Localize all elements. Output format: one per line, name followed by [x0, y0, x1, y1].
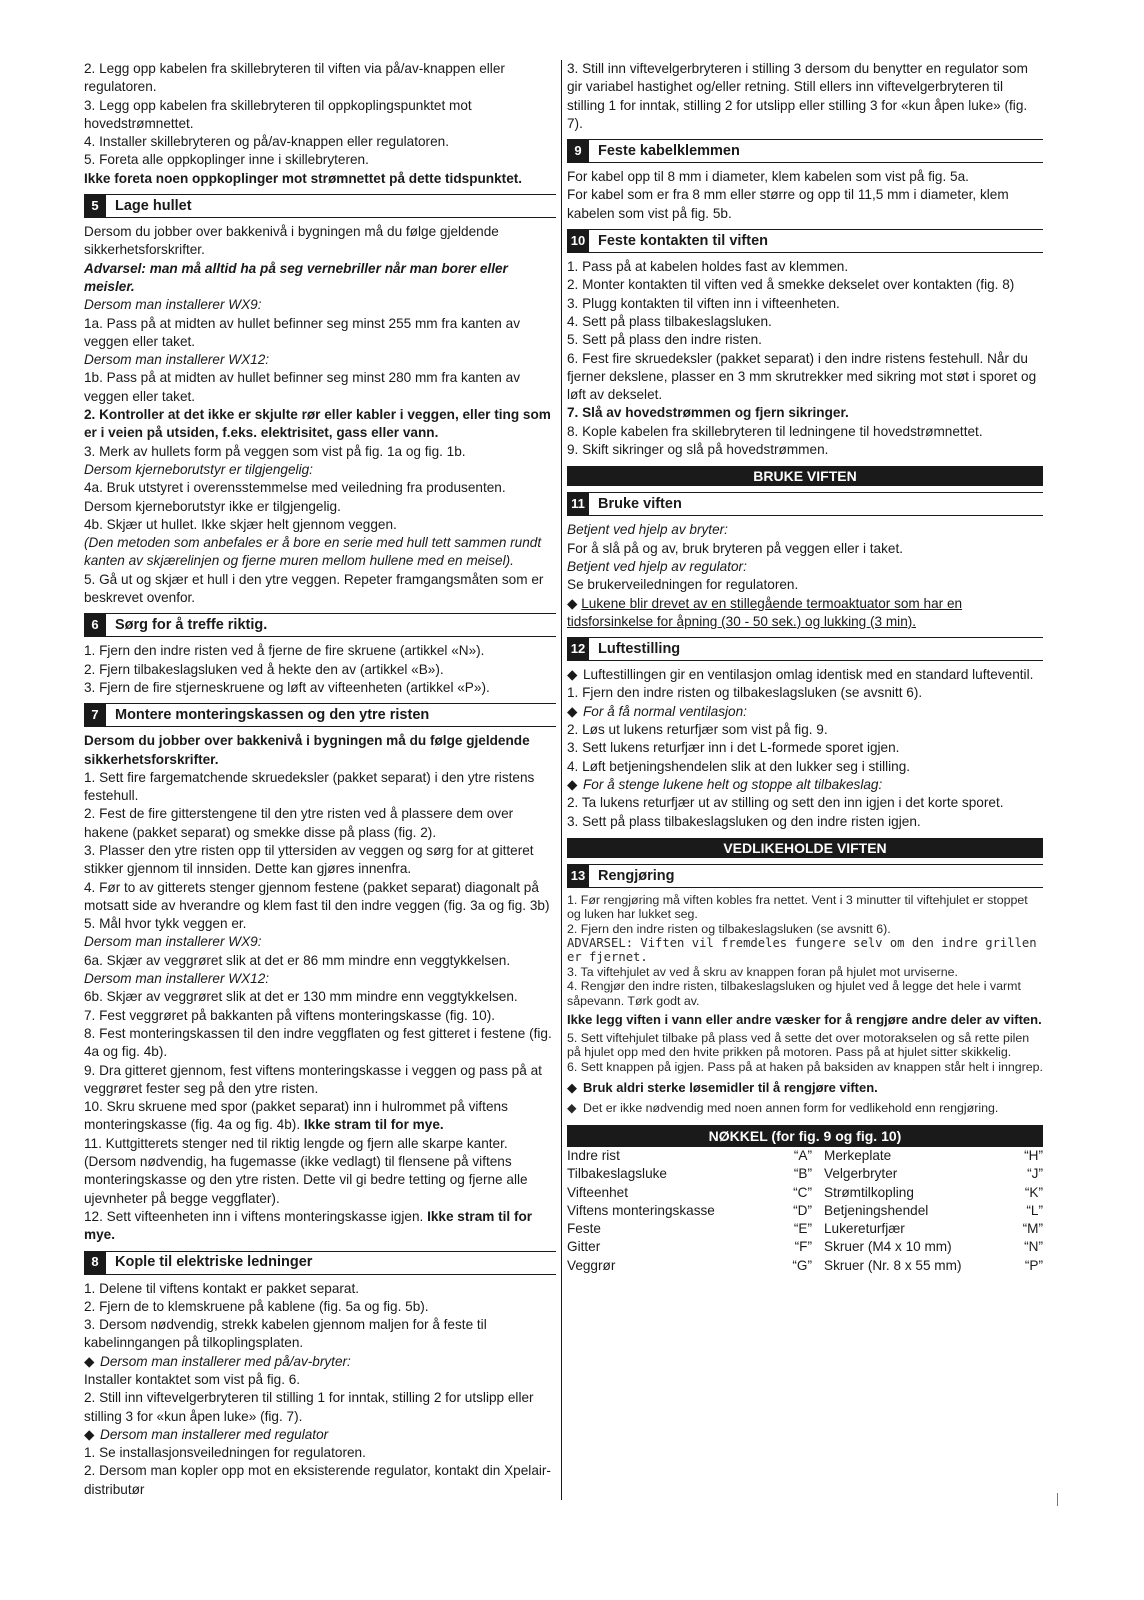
s10-text: 9. Skift sikringer og slå på hovedstrømmen. [567, 442, 829, 458]
s8-text: 2. Dersom man kopler opp mot en eksisterende regulator, kontakt din Xpelair-distributør [84, 1463, 551, 1497]
diamond-bullet-icon: ◆ [567, 1100, 577, 1115]
s12-text: 1. Fjern den indre risten og tilbakeslagsluken (se avsnitt 6). [567, 685, 923, 701]
section-number: 6 [84, 614, 106, 636]
key-part-letter: “G” [792, 1257, 812, 1273]
key-part-name: Lukereturfjær [824, 1221, 905, 1237]
table-row [567, 1202, 1043, 1220]
s7-text: 11. Kuttgitterets stenger ned til riktig lengde og fjern alle skarpe kanter. (Dersom nødvendig, ha fugemasse (ikke vedlagt) til flensene på viftens monteringskasse og den ytre risten. Dette vil gi bedre tetting og fjerne alle ujevnheter på begge veggflater). [84, 1135, 528, 1206]
key-part-letter: “C” [793, 1184, 812, 1200]
section-number: 13 [567, 865, 589, 887]
key-part-name: Viftens monteringskasse [567, 1202, 715, 1218]
s12-text [567, 703, 1043, 721]
key-part-letter: “J” [1027, 1166, 1043, 1182]
section-title: Lage hullet [115, 197, 192, 214]
s12-text: 4. Løft betjeningshendelen slik at den lukker seg i stilling. [567, 758, 911, 774]
s12-text-part: For å få normal ventilasjon: [583, 703, 747, 719]
key-part-letter: “B” [793, 1166, 812, 1182]
s7-text: 7. Fest veggrøret på bakkanten på viftens monteringskasse (fig. 10). [84, 1007, 496, 1023]
key-part-name: Velgerbryter [824, 1166, 898, 1182]
section-12-header [567, 637, 1043, 661]
s8-text: 1. Delene til viftens kontakt er pakket separat. [84, 1280, 360, 1296]
key-part-name: Veggrør [567, 1257, 616, 1273]
s10-text: 6. Fest fire skruedeksler (pakket separat) i den indre ristens festehull. Når du fjerner dekslene, plasser en 3 mm skrutrekker med sikring mot støt i sporet og løft av dekselet. [567, 350, 1037, 403]
s8-text [84, 1353, 556, 1371]
section-number: 7 [84, 704, 106, 726]
section-title: Rengjøring [598, 867, 675, 884]
section-number: 9 [567, 140, 589, 162]
key-part-name: Vifteenhet [567, 1184, 628, 1200]
s6-item: 3. Fjern de fire stjerneskruene og løft av vifteenheten (artikkel «P»). [84, 679, 490, 695]
s5-text: 1b. Pass på at midten av hullet befinner seg minst 280 mm fra kanten av veggen eller taket. [84, 370, 520, 404]
s7-text: 6b. Skjær av veggrøret slik at det er 130 mm mindre enn veggtykkelsen. [84, 989, 518, 1005]
section-9-header [567, 139, 1043, 163]
s8-text: 3. Dersom nødvendig, strekk kabelen gjennom maljen for å feste til kabelinngangen på tilkoplingsplaten. [84, 1317, 487, 1351]
key-part-letter: “M” [1022, 1221, 1043, 1237]
s5-text: Dersom kjerneborutstyr ikke er tilgjengelig. [84, 498, 341, 514]
s7-warning: Dersom du jobber over bakkenivå i bygningen må du følge gjeldende sikkerhetsforskrifter. [84, 733, 530, 767]
s8-text: 1. Se installasjonsveiledningen for regulatoren. [84, 1445, 366, 1461]
s7-text: 5. Mål hvor tykk veggen er. [84, 916, 247, 932]
s10-text: 4. Sett på plass tilbakeslagsluken. [567, 313, 772, 329]
s8-text-part: Dersom man installerer med regulator [100, 1426, 329, 1442]
s5-text: Dersom du jobber over bakkenivå i bygningen må du følge gjeldende sikkerhetsforskrifter. [84, 224, 499, 258]
section-10-header [567, 229, 1043, 253]
s7-text: Dersom man installerer WX12: [84, 971, 270, 987]
key-part-name: Strømtilkopling [824, 1184, 914, 1200]
s13-text-part: Bruk aldri sterke løsemidler til å rengjøre viften. [583, 1080, 878, 1096]
s5-text: 5. Gå ut og skjær et hull i den ytre veggen. Repeter framgangsmåten som er beskrevet ovenfor. [84, 571, 544, 606]
s7-emphasis: Ikke stram til for mye. [84, 1208, 533, 1243]
table-row [567, 1220, 1043, 1238]
key-part-name: Tilbakeslagsluke [567, 1166, 667, 1182]
s12-text: 3. Sett lukens returfjær inn i det L-formede sporet igjen. [567, 740, 900, 756]
s12-text: 3. Sett på plass tilbakeslagsluken og den indre risten igjen. [567, 813, 921, 829]
s13-text [567, 1101, 1043, 1115]
diamond-bullet-icon: ◆ [567, 595, 582, 611]
key-part-name: Gitter [567, 1239, 601, 1255]
section-5-header [84, 194, 556, 218]
banner-maintain-fan: VEDLIKEHOLDE VIFTEN [567, 838, 1043, 858]
column-divider [561, 60, 562, 1500]
s7-text-part: 10. Skru skruene med spor (pakket separat) inn i hulrommet på viftens monteringskasse (fig. 4a og fig. 4b). [84, 1099, 508, 1133]
s8-text: Installer kontaktet som vist på fig. 6. [84, 1372, 301, 1387]
s12-text [567, 776, 1043, 794]
s11-note: Lukene blir drevet av en stillegående termoaktuator som har en tidsforsinkelse for åpning (30 - 50 sek.) og lukking (3 min). [567, 595, 963, 629]
s7-text: 2. Fest de fire gitterstengene til den ytre risten ved å plassere dem over hakene (pakket separat) og smekke disse på plass (fig. 2). [84, 806, 514, 840]
intro-warning: Ikke foreta noen oppkoplinger mot strømnettet på dette tidspunktet. [84, 170, 523, 186]
table-row [567, 1165, 1043, 1183]
section-number: 5 [84, 195, 106, 217]
s8-text-part: Dersom man installerer med på/av-bryter: [100, 1353, 351, 1369]
s5-text: 2. Kontroller at det ikke er skjulte rør eller kabler i veggen, eller ting som er i veien på utsiden, f.eks. elektrisitet, gass eller vann. [84, 407, 551, 441]
key-part-letter: “A” [793, 1147, 812, 1163]
section-number: 11 [567, 493, 589, 515]
key-part-letter: “N” [1024, 1239, 1043, 1255]
key-table [567, 1147, 1043, 1275]
s13-bold-warning: Ikke legg viften i vann eller andre væsker for å rengjøre andre deler av viften. [567, 1012, 1042, 1028]
key-part-letter: “H” [1024, 1147, 1043, 1163]
key-part-name: Betjeningshendel [824, 1202, 929, 1218]
s12-text-part: For å stenge lukene helt og stoppe alt tilbakeslag: [583, 776, 883, 792]
table-row [567, 1238, 1043, 1256]
s12-text: 2. Løs ut lukens returfjær som vist på fig. 9. [567, 722, 828, 738]
s6-item: 1. Fjern den indre risten ved å fjerne de fire skruene (artikkel «N»). [84, 643, 485, 659]
key-part-name: Skruer (Nr. 8 x 55 mm) [824, 1257, 962, 1273]
table-row [567, 1257, 1043, 1275]
section-title: Bruke viften [598, 496, 682, 513]
section-title: Sørg for å treffe riktig. [115, 617, 268, 634]
s6-item: 2. Fjern tilbakeslagsluken ved å hekte den av (artikkel «B»). [84, 661, 444, 677]
section-title: Feste kabelklemmen [598, 143, 740, 160]
s13-text: 5. Sett viftehjulet tilbake på plass ved å sette det over motorakselen og så rette pilen på hjulet opp med den hvite prikken på motoren. Pass på at hjulet sitter skikkelig. [567, 1031, 1030, 1060]
s7-emphasis: Ikke stram til for mye. [303, 1117, 444, 1133]
key-part-letter: “E” [793, 1221, 812, 1237]
s5-text: (Den metoden som anbefales er å bore en serie med hull tett sammen rundt kanten av skjærelinjen og fjerne muren mellom hullene med en meisel). [84, 535, 542, 569]
s5-text: 4b. Skjær ut hullet. Ikke skjær helt gjennom veggen. [84, 516, 397, 532]
banner-use-fan: BRUKE VIFTEN [567, 466, 1043, 486]
key-part-letter: “D” [793, 1202, 812, 1218]
section-13-header [567, 864, 1043, 888]
s7-text: 4. Før to av gitterets stenger gjennom festene (pakket separat) diagonalt på motsatt side av hverandre og klem fast til den indre veggen (fig. 3a og fig. 3b) [84, 879, 550, 913]
diamond-bullet-icon: ◆ [567, 667, 578, 683]
s10-text: 5. Sett på plass den indre risten. [567, 332, 762, 348]
key-part-letter: “L” [1026, 1202, 1043, 1218]
section-number: 12 [567, 638, 589, 660]
right-column [567, 60, 1043, 1275]
s13-text: 2. Fjern den indre risten og tilbakeslagsluken (se avsnitt 6). [567, 921, 891, 936]
s11-text: Betjent ved hjelp av regulator: [567, 558, 747, 574]
s11-text [567, 595, 1043, 632]
key-part-name: Indre rist [567, 1147, 620, 1163]
s5-warning: Advarsel: man må alltid ha på seg vernebriller når man borer eller meisler. [84, 260, 508, 294]
s8-text [84, 1426, 556, 1444]
key-part-name: Feste [567, 1221, 601, 1237]
s7-text: 6a. Skjær av veggrøret slik at det er 86 mm mindre enn veggtykkelsen. [84, 952, 511, 968]
s7-text: 1. Sett fire fargematchende skruedeksler (pakket separat) i den ytre ristens festehull. [84, 769, 535, 804]
section-7-header [84, 703, 556, 727]
intro-step: 3. Legg opp kabelen fra skillebryteren til oppkoplingspunktet mot hovedstrømnettet. [84, 97, 472, 131]
s12-text-part: Luftestillingen gir en ventilasjon omlag identisk med en standard lufteventil. [583, 667, 1034, 683]
s5-text: 4a. Bruk utstyret i overensstemmelse med veiledning fra produsenten. [84, 480, 506, 496]
s5-text: Dersom man installerer WX12: [84, 352, 270, 368]
s7-text [84, 1208, 556, 1245]
s7-text: 8. Fest monteringskassen til den indre veggflaten og fest gitteret i festene (fig. 4a og fig. 4b). [84, 1025, 552, 1060]
s10-text: 7. Slå av hovedstrømmen og fjern sikringer. [567, 405, 849, 421]
s10-text: 3. Plugg kontakten til viften inn i vifteenheten. [567, 295, 840, 311]
s7-text: Dersom man installerer WX9: [84, 934, 262, 950]
s13-bold-warning [567, 1079, 1043, 1097]
section-6-header [84, 613, 556, 637]
section-title: Montere monteringskassen og den ytre risten [115, 707, 430, 724]
s11-text: For å slå på og av, bruk bryteren på veggen eller i taket. [567, 540, 904, 556]
s13-text: 3. Ta viftehjulet av ved å skru av knappen foran på hjulet mot urviserne. [567, 964, 958, 979]
key-title: NØKKEL (for fig. 9 og fig. 10) [567, 1125, 1043, 1147]
intro-step: 3. Still inn viftevelgerbryteren i stilling 3 dersom du benytter en regulator som gir variabel hastighet og/eller retning. Still ellers inn viftevelgerbryteren til stilling 1 for inntak, stilling 2 for utslipp eller stilling 3 for «kun åpen luke» (fig. 7). [567, 61, 1028, 131]
s11-text: Betjent ved hjelp av bryter: [567, 522, 728, 538]
section-11-header [567, 492, 1043, 516]
key-part-letter: “F” [794, 1239, 812, 1255]
intro-step: 2. Legg opp kabelen fra skillebryteren til viften via på/av-knappen eller regulatoren. [84, 61, 505, 95]
s13-warning: ADVARSEL: Viften vil fremdeles fungere selv om den indre grillen er fjernet. [567, 936, 1037, 965]
s8-text: 2. Fjern de to klemskruene på kablene (fig. 5a og fig. 5b). [84, 1298, 429, 1314]
diamond-bullet-icon: ◆ [567, 776, 578, 792]
table-row [567, 1147, 1043, 1165]
s13-text: 6. Sett knappen på igjen. Pass på at haken på baksiden av knappen står helt i inngrep. [567, 1059, 1043, 1074]
diamond-bullet-icon: ◆ [567, 1080, 577, 1096]
s5-text: 1a. Pass på at midten av hullet befinner seg minst 255 mm fra kanten av veggen eller taket. [84, 315, 520, 349]
s10-text: 8. Kople kabelen fra skillebryteren til ledningene til hovedstrømnettet. [567, 423, 983, 439]
s8-text: 2. Still inn viftevelgerbryteren til stilling 1 for inntak, stilling 2 for utslipp eller stilling 3 for «kun åpen luke» (fig. 7). [84, 1390, 534, 1424]
s5-text: Dersom kjerneborutstyr er tilgjengelig: [84, 461, 313, 477]
s13-text: 4. Rengjør den indre risten, tilbakeslagsluken og hjulet ved å legge det hele i varmt såpevann. Tørk godt av. [567, 979, 1021, 1008]
intro-step: 4. Installer skillebryteren og på/av-knappen eller regulatoren. [84, 134, 449, 150]
section-title: Kople til elektriske ledninger [115, 1254, 313, 1271]
key-part-name: Skruer (M4 x 10 mm) [824, 1239, 952, 1255]
key-part-letter: “K” [1024, 1184, 1043, 1200]
page-edge-mark [1057, 1493, 1058, 1506]
s7-text [84, 1098, 556, 1135]
section-title: Feste kontakten til viften [598, 232, 769, 249]
section-title: Luftestilling [598, 640, 681, 657]
s13-text: 1. Før rengjøring må viften kobles fra nettet. Vent i 3 minutter til viftehjulet er stoppet og luken har lukket seg. [567, 892, 1028, 922]
s12-text [567, 666, 1043, 684]
table-row [567, 1184, 1043, 1202]
s7-text-part: 12. Sett vifteenheten inn i viftens monteringskasse igjen. [84, 1208, 424, 1224]
s9-text: For kabel opp til 8 mm i diameter, klem kabelen som vist på fig. 5a. [567, 169, 969, 185]
intro-step: 5. Foreta alle oppkoplinger inne i skillebryteren. [84, 152, 369, 168]
s7-text: 3. Plasser den ytre risten opp til yttersiden av veggen og sørg for at gitteret stikker gjennom til innsiden. Dette kan gjøres innenfra. [84, 842, 534, 877]
s12-text: 2. Ta lukens returfjær ut av stilling og sett den inn igjen i det korte sporet. [567, 795, 1004, 811]
diamond-bullet-icon: ◆ [567, 703, 578, 719]
key-part-name: Merkeplate [824, 1147, 892, 1163]
s5-text: 3. Merk av hullets form på veggen som vist på fig. 1a og fig. 1b. [84, 443, 466, 459]
diamond-bullet-icon: ◆ [84, 1353, 95, 1369]
key-part-letter: “P” [1024, 1257, 1043, 1273]
s10-text: 2. Monter kontakten til viften ved å smekke dekselet over kontakten (fig. 8) [567, 277, 1015, 293]
section-number: 8 [84, 1252, 106, 1274]
diamond-bullet-icon: ◆ [84, 1426, 95, 1442]
s5-text: Dersom man installerer WX9: [84, 297, 262, 313]
s10-text: 1. Pass på at kabelen holdes fast av klemmen. [567, 259, 849, 275]
left-column [84, 60, 556, 1499]
section-number: 10 [567, 230, 589, 252]
s7-text: 9. Dra gitteret gjennom, fest viftens monteringskasse i veggen og pass på at veggrøret fester seg på den ytre risten. [84, 1062, 542, 1096]
s13-text-part: Det er ikke nødvendig med noen annen form for vedlikehold enn rengjøring. [583, 1100, 999, 1115]
s11-text: Se brukerveiledningen for regulatoren. [567, 577, 799, 593]
section-8-header [84, 1251, 556, 1275]
s9-text: For kabel som er fra 8 mm eller større og opp til 11,5 mm i diameter, klem kabelen som vist på fig. 5b. [567, 187, 1009, 221]
